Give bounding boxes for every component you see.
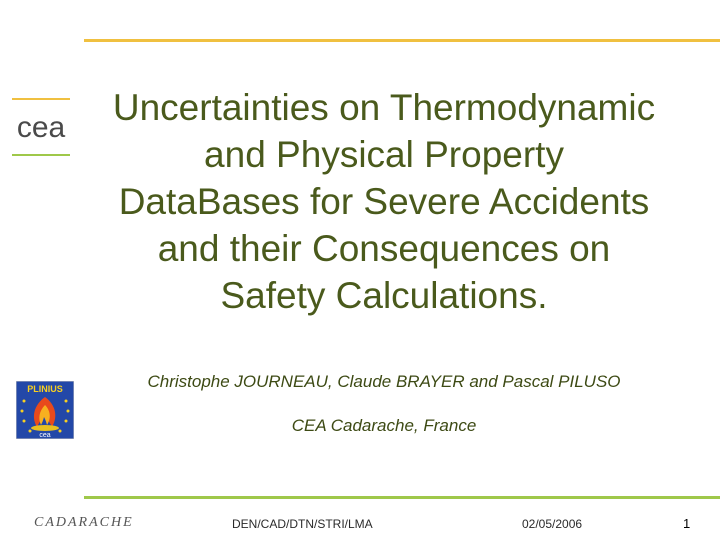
cadarache-logo-text: CADARACHE bbox=[34, 515, 134, 530]
cea-logo-text: cea bbox=[16, 111, 66, 144]
cea-logo bbox=[10, 106, 72, 150]
top-rule bbox=[84, 39, 720, 42]
cadarache-logo bbox=[32, 510, 142, 532]
footer-department: DEN/CAD/DTN/STRI/LMA bbox=[232, 517, 373, 531]
badge-title: PLINIUS bbox=[27, 384, 63, 394]
cea-logo-top-line bbox=[12, 98, 70, 100]
page-number: 1 bbox=[683, 516, 691, 531]
title-line: Safety Calculations. bbox=[220, 275, 548, 316]
plinius-badge-logo bbox=[16, 381, 74, 439]
title-line: DataBases for Severe Accidents bbox=[118, 181, 650, 222]
badge-sub: cea bbox=[39, 432, 51, 439]
footer-date: 02/05/2006 bbox=[522, 517, 583, 531]
affiliation: CEA Cadarache, France bbox=[291, 416, 477, 435]
cea-logo-bottom-line bbox=[12, 154, 70, 156]
title-line: and their Consequences on bbox=[157, 228, 611, 269]
title-line: and Physical Property bbox=[204, 134, 564, 175]
slide-title bbox=[84, 84, 684, 319]
authors: Christophe JOURNEAU, Claude BRAYER and Pascal PILUSO bbox=[147, 372, 621, 391]
bottom-rule bbox=[84, 496, 720, 499]
title-line: Uncertainties on Thermodynamic bbox=[112, 87, 656, 128]
